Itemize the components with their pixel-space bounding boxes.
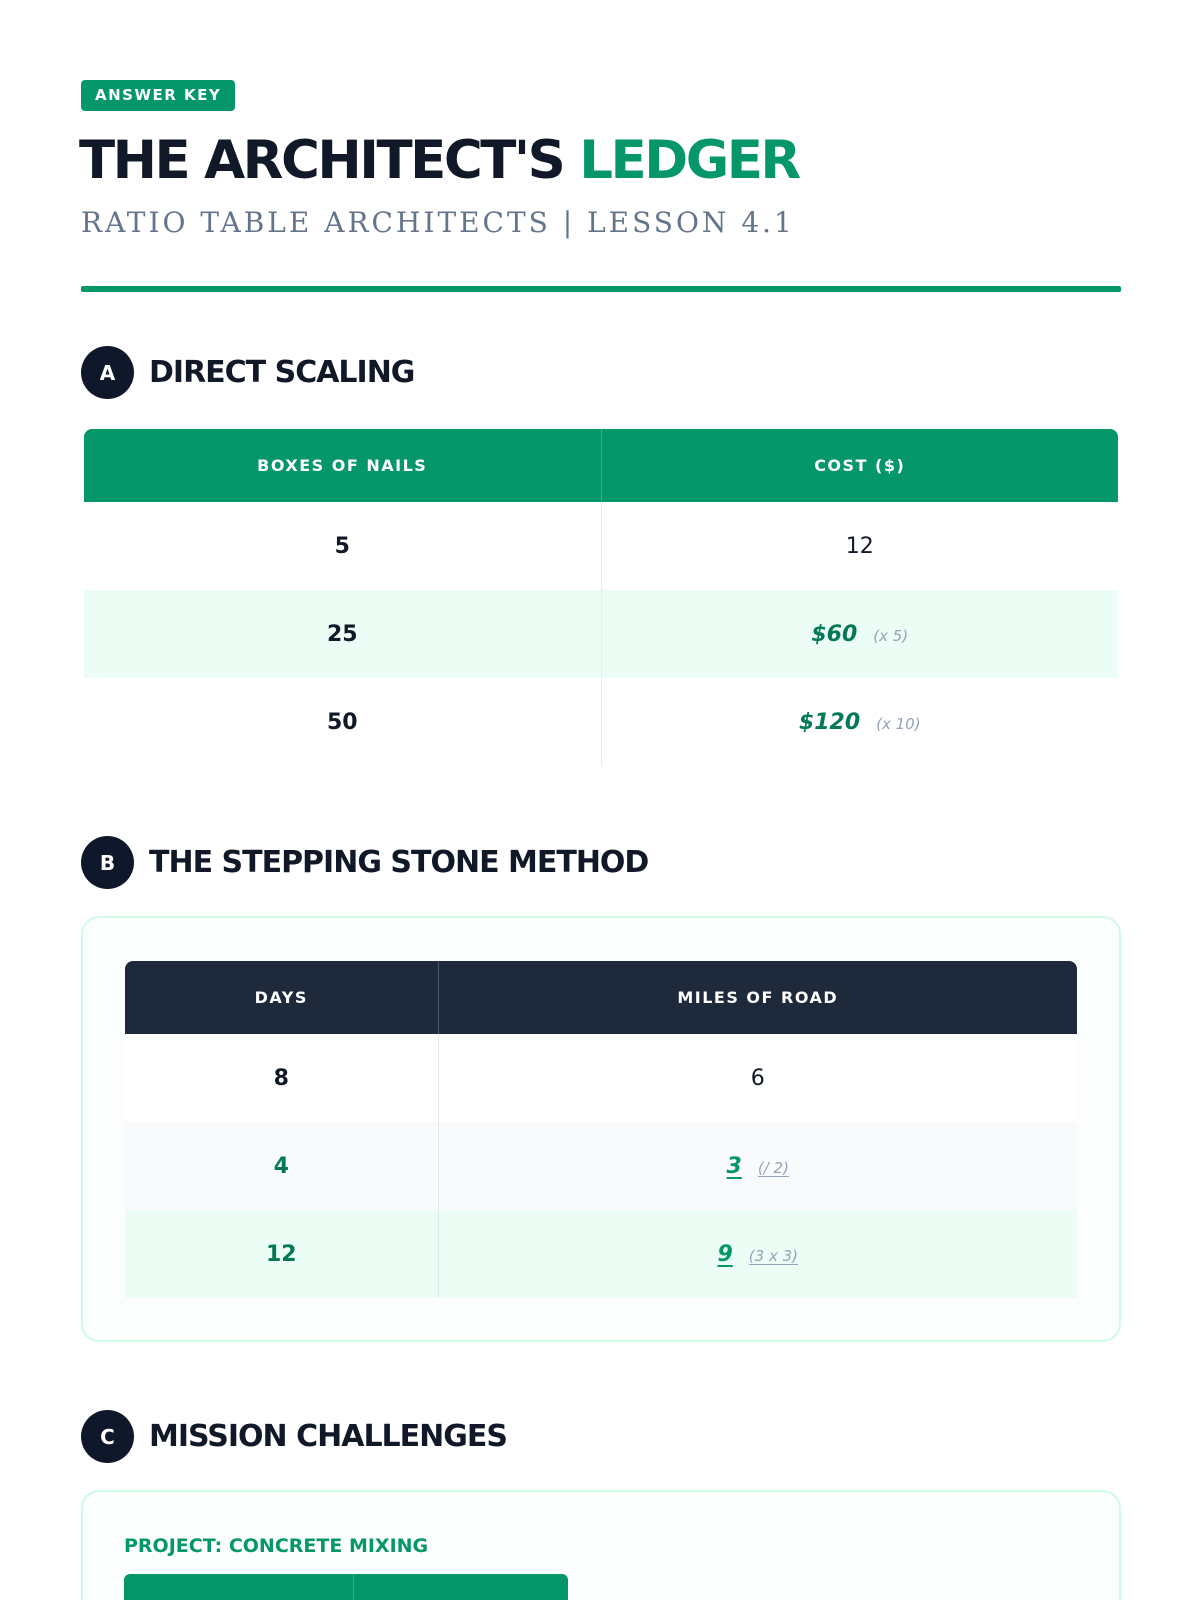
- table-row: [84, 590, 1118, 678]
- boxes-cell: 50: [84, 678, 601, 766]
- column-divider: [353, 1574, 354, 1600]
- section-c-header: [81, 1410, 507, 1463]
- page-title: [79, 128, 799, 194]
- header-divider: [81, 286, 1121, 292]
- table-row: [84, 678, 1118, 766]
- title-accent: LEDGER: [579, 130, 799, 191]
- column-header-boxes: BOXES OF NAILS: [84, 429, 601, 502]
- days-answer-cell: 4: [125, 1122, 438, 1210]
- cost-cell: 12: [845, 533, 874, 559]
- column-header-days: DAYS: [125, 961, 438, 1034]
- answer-hint: (x 5): [873, 626, 909, 645]
- section-c-title: MISSION CHALLENGES: [149, 1419, 507, 1454]
- answer-hint: (/ 2): [757, 1158, 789, 1177]
- answer-value: 3: [726, 1153, 742, 1179]
- miles-answer-cell: [438, 1210, 1077, 1298]
- table-header-row: [125, 961, 1077, 1034]
- section-a-header: [81, 346, 414, 399]
- cost-answer-cell: [601, 590, 1118, 678]
- cost-answer-cell: [601, 678, 1118, 766]
- table-row: [125, 1210, 1077, 1298]
- section-c-letter: C: [81, 1410, 134, 1463]
- days-answer-cell: 12: [125, 1210, 438, 1298]
- direct-scaling-table: [84, 429, 1118, 766]
- miles-cell: 6: [750, 1065, 765, 1091]
- answer-value: 9: [717, 1241, 733, 1267]
- column-header-cost: COST ($): [814, 456, 906, 475]
- answer-value: $60: [811, 621, 858, 647]
- section-b-header: [81, 836, 648, 889]
- section-a-title: DIRECT SCALING: [149, 355, 415, 390]
- stepping-stone-table: [125, 961, 1077, 1298]
- table-row: [125, 1122, 1077, 1210]
- title-main: THE ARCHITECT'S: [79, 130, 564, 191]
- table-row: [125, 1034, 1077, 1122]
- project-label: PROJECT: CONCRETE MIXING: [124, 1535, 429, 1557]
- table-row: [84, 502, 1118, 590]
- stepping-stone-panel: [81, 916, 1121, 1342]
- answer-value: $120: [798, 709, 861, 735]
- answer-key-badge: ANSWER KEY: [81, 80, 235, 111]
- column-header-miles: MILES OF ROAD: [677, 988, 839, 1007]
- section-b-letter: B: [81, 836, 134, 889]
- section-a-letter: A: [81, 346, 134, 399]
- days-cell: 8: [125, 1034, 438, 1122]
- answer-hint: (x 10): [876, 714, 921, 733]
- miles-answer-cell: [438, 1122, 1077, 1210]
- mission-challenges-panel: [81, 1490, 1121, 1600]
- table-header-row: [84, 429, 1118, 502]
- answer-hint: (3 x 3): [748, 1246, 799, 1265]
- boxes-cell: 5: [84, 502, 601, 590]
- lesson-subtitle: RATIO TABLE ARCHITECTS | LESSON 4.1: [81, 206, 795, 239]
- section-b-title: THE STEPPING STONE METHOD: [149, 845, 649, 880]
- concrete-table-header: [124, 1574, 568, 1600]
- boxes-cell: 25: [84, 590, 601, 678]
